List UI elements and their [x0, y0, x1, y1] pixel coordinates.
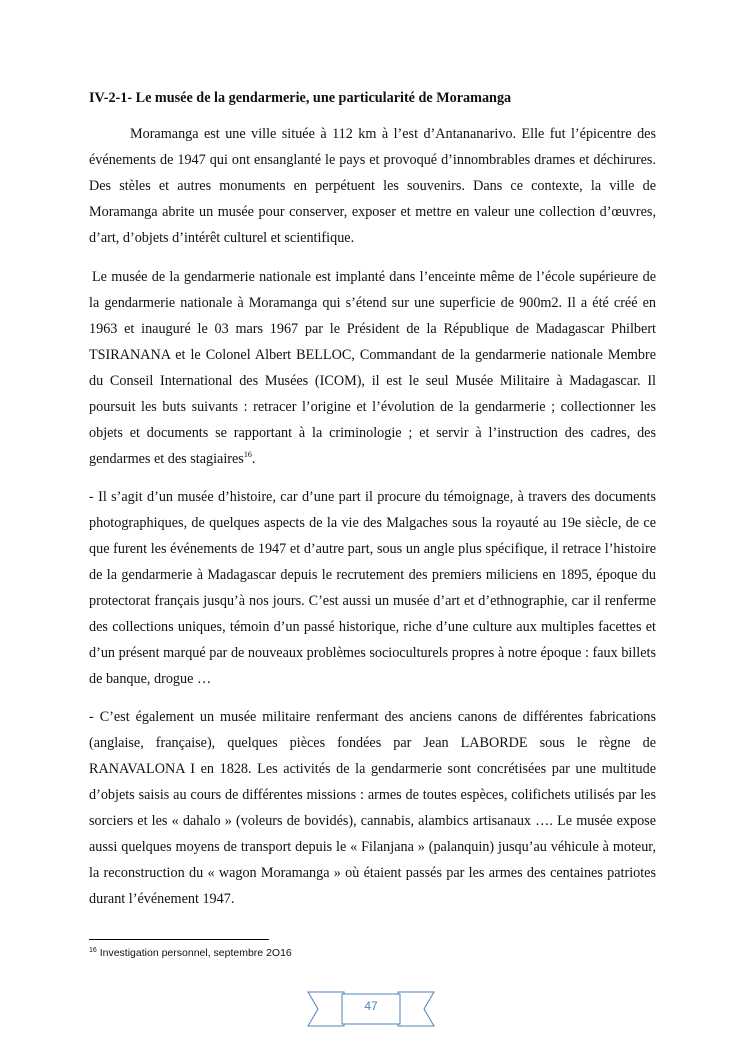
footnote-number: 16	[89, 947, 97, 954]
paragraph-museum-description	[89, 264, 656, 472]
footnote	[89, 946, 292, 960]
footnote-text: Investigation personnel, septembre 2O16	[96, 947, 292, 959]
page-number: 47	[364, 999, 378, 1013]
paragraph-museum-description-text: Le musée de la gendarmerie nationale est implanté dans l’enceinte même de l’école supérieure de la gendarmerie nationale à Moramanga qui s’étend sur une superficie de 900m2. Il a été créé en 1963 et inauguré le 03 mars 1967 par le Président de la République de Madagascar Philbert TSIRANANA et le Colonel Albert BELLOC, Commandant de la gendarmerie nationale Membre du Conseil International des Musées (ICOM), il est le seul Musée Militaire à Madagascar. Il poursuit les buts suivants : retracer l’origine et l’évolution de la gendarmerie ; collectionner les objets et documents se rapportant à la criminologie ; et servir à l’instruction des cadres, des gendarmes et des stagiaires	[89, 269, 656, 467]
footnote-reference: 16	[243, 450, 252, 459]
paragraph-moramanga-intro: Moramanga est une ville située à 112 km à l’est d’Antananarivo. Elle fut l’épicentre des événements de 1947 qui ont ensanglanté le pays et provoqué d’innombrables drames et déchirures. Des stèles et autres monuments en perpétuent les souvenirs. Dans ce contexte, la ville de Moramanga abrite un musée pour conserver, exposer et mettre en valeur une collection d’œuvres, d’art, d’objets d’intérêt culturel et scientifique.	[89, 126, 656, 246]
footnote-separator	[89, 939, 269, 940]
section-heading: IV-2-1- Le musée de la gendarmerie, une particularité de Moramanga	[89, 90, 512, 106]
paragraph-history-museum: - Il s’agit d’un musée d’histoire, car d’une part il procure du témoignage, à travers des documents photographiques, de quelques aspects de la vie des Malgaches sous la royauté au 19e siècle, de ce que furent les événements de 1947 et d’autre part, sous un angle plus spécifique, il retrace l’histoire de la gendarmerie à Madagascar depuis le recrutement des premiers miliciens en 1895, époque du protectorat français jusqu’à nos jours. C’est aussi un musée d’art et d’ethnographie, car il renferme des collections uniques, témoin d’un passé historique, riche d’une culture aux multiples facettes et d’un présent marqué par de nouveaux problèmes socioculturels propres à notre époque : faux billets de banque, drogue …	[89, 489, 656, 687]
paragraph-end-punctuation: .	[251, 451, 256, 467]
paragraph-military-museum: - C’est également un musée militaire renfermant des anciens canons de différentes fabrications (anglaise, française), quelques pièces fondées par Jean LABORDE sous le règne de RANAVALONA I en 1828. Les activités de la gendarmerie sont concrétisées par une multitude d’objets saisis au cours de différentes missions : armes de toutes espèces, colifichets utilisés par les sorciers et les « dahalo » (voleurs de bovidés), cannabis, alambics artisanaux …. Le musée expose aussi quelques moyens de transport depuis le « Filanjana » (palanquin) jusqu’au véhicule à moteur, la reconstruction du « wagon Moramanga » où étaient passés par les armes des centaines patriotes durant l’événement 1947.	[89, 709, 656, 907]
page-number-badge	[306, 990, 436, 1028]
